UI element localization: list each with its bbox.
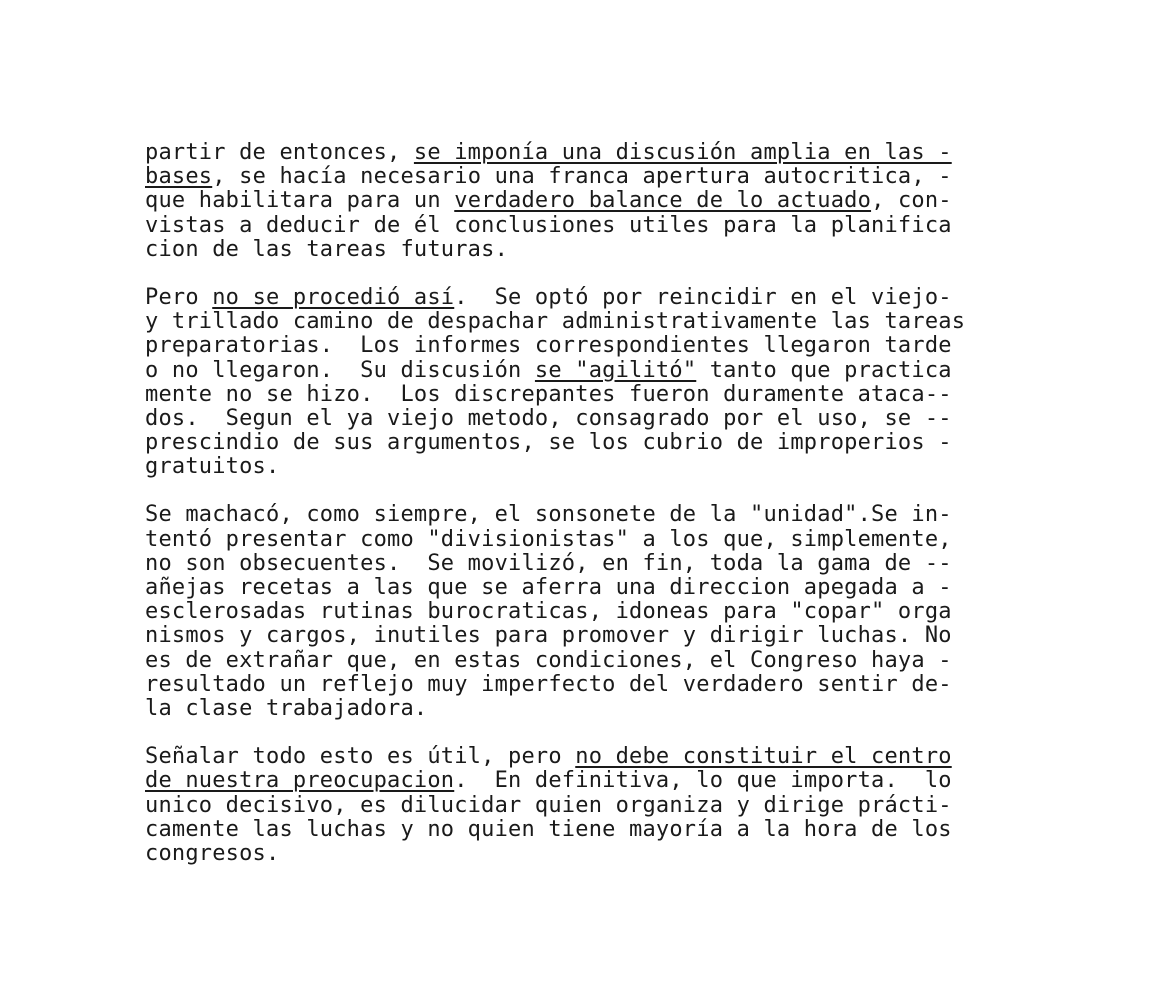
text-line: [145, 769, 1025, 793]
text-segment: . Se optó por reincidir en el viejo-: [454, 284, 952, 310]
text-segment: preparatorias. Los informes correspondientes llegaron tarde: [145, 333, 952, 359]
text-line: [145, 383, 1025, 407]
text-line: [145, 697, 1025, 721]
text-line: [145, 214, 1025, 238]
text-line: [145, 794, 1025, 818]
text-segment: es de extrañar que, en estas condiciones, el Congreso haya -: [145, 647, 952, 673]
text-segment: , se hacía necesario una franca apertura autocritica, -: [212, 164, 952, 190]
text-segment: . En definitiva, lo que importa. lo: [454, 768, 952, 794]
text-segment: camente las luchas y no quien tiene mayoría a la hora de los: [145, 816, 952, 842]
underlined-phrase: no debe constituir el centro: [575, 744, 952, 770]
text-line: [145, 165, 1025, 189]
underlined-phrase: verdadero balance de lo actuado: [454, 188, 872, 214]
text-segment: nismos y cargos, inutiles para promover y dirigir luchas. No: [145, 623, 952, 649]
text-line: [145, 359, 1025, 383]
text-line: [145, 503, 1025, 527]
paragraph: [145, 745, 1025, 866]
text-segment: o no llegaron. Su discusión: [145, 357, 535, 383]
text-segment: , con-: [871, 188, 952, 214]
underlined-phrase: bases: [145, 164, 213, 190]
text-line: [145, 238, 1025, 262]
text-line: [145, 745, 1025, 769]
text-line: [145, 818, 1025, 842]
text-line: [145, 600, 1025, 624]
text-segment: vistas a deducir de él conclusiones utiles para la planifica: [145, 212, 952, 238]
paragraph: [145, 503, 1025, 721]
underlined-phrase: se "agilitó": [534, 357, 697, 383]
text-segment: dos. Segun el ya viejo metodo, consagrado por el uso, se --: [145, 405, 952, 431]
text-segment: mente no se hizo. Los discrepantes fueron duramente ataca--: [145, 381, 952, 407]
text-segment: prescindio de sus argumentos, se los cubrio de improperios -: [145, 430, 952, 456]
text-line: [145, 141, 1025, 165]
text-segment: congresos.: [145, 840, 280, 866]
text-line: [145, 673, 1025, 697]
paragraph: [145, 141, 1025, 262]
text-segment: tentó presentar como "divisionistas" a los que, simplemente,: [145, 526, 952, 552]
document-body: [145, 141, 1025, 890]
text-line: [145, 310, 1025, 334]
text-line: [145, 842, 1025, 866]
text-segment: partir de entonces,: [145, 140, 414, 165]
text-segment: no son obsecuentes. Se movilizó, en fin, toda la gama de --: [145, 550, 952, 576]
text-line: [145, 649, 1025, 673]
text-segment: resultado un reflejo muy imperfecto del verdadero sentir de-: [145, 671, 952, 697]
text-segment: añejas recetas a las que se aferra una direccion apegada a -: [145, 575, 952, 600]
text-segment: gratuitos.: [145, 454, 280, 480]
text-line: [145, 552, 1025, 576]
text-line: [145, 431, 1025, 455]
text-line: [145, 528, 1025, 552]
text-segment: tanto que practica: [696, 357, 952, 383]
paragraph: [145, 286, 1025, 480]
text-line: [145, 286, 1025, 310]
text-line: [145, 624, 1025, 648]
text-line: [145, 407, 1025, 431]
text-segment: Se machacó, como siempre, el sonsonete de la "unidad".Se in-: [145, 502, 952, 528]
text-segment: y trillado camino de despachar administrativamente las tareas: [145, 309, 966, 335]
text-segment: Señalar todo esto es útil, pero: [145, 744, 576, 770]
underlined-phrase: de nuestra preocupacion: [145, 768, 455, 794]
text-line: [145, 576, 1025, 600]
text-line: [145, 334, 1025, 358]
text-line: [145, 455, 1025, 479]
text-segment: esclerosadas rutinas burocraticas, idoneas para "copar" orga: [145, 599, 952, 625]
underlined-phrase: no se procedió así: [212, 284, 455, 310]
text-line: [145, 189, 1025, 213]
text-segment: unico decisivo, es dilucidar quien organiza y dirige prácti-: [145, 792, 952, 818]
text-segment: Pero: [145, 284, 213, 310]
text-segment: cion de las tareas futuras.: [145, 236, 509, 262]
underlined-phrase: se imponía una discusión amplia en las -: [413, 140, 952, 165]
text-segment: que habilitara para un: [145, 188, 455, 214]
text-segment: la clase trabajadora.: [145, 695, 428, 721]
